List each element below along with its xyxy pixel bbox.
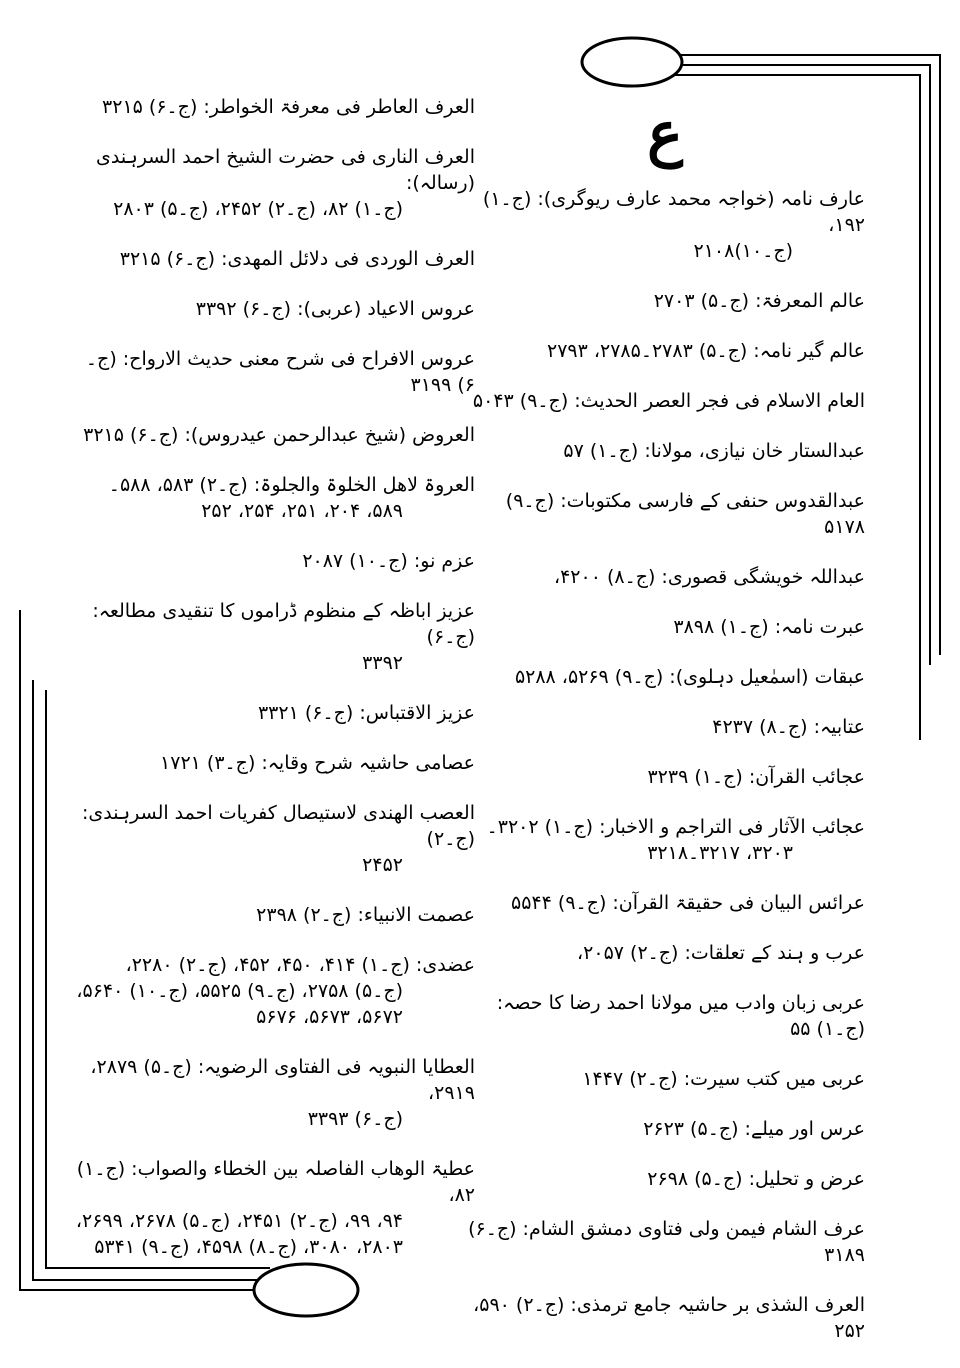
entry-title-line: عربی میں کتب سیرت: (ج۔۲) ۱۴۴۷ [582,1068,865,1090]
entry-continuation-line: ۲۸۰۳، ۳۰۸۰، (ج۔۸) ۴۵۹۸، (ج۔۹) ۵۳۴۱ [94,1236,403,1258]
entry-title-line: العام الاسلام فی فجر العصر الحدیث: (ج۔۹) ۵۰۴۳ [472,390,865,412]
entry-title-line: عرس اور میلے: (ج۔۵) ۲۶۲۳ [643,1118,865,1140]
index-entry [465,614,865,640]
entry-title-line: عتابیہ: (ج۔۸) ۴۲۳۷ [712,716,865,738]
index-entry [465,664,865,690]
entry-title-line: عصامی حاشیہ شرح وقایہ: (ج۔۳) ۱۷۲۱ [160,752,475,774]
entry-title-line: العرف الناری فی حضرت الشیخ احمد السرہندی (رسالہ): [95,146,475,194]
entry-continuation-line: ۳۲۰۳، ۳۲۱۷۔۳۲۱۸ [647,842,793,864]
index-entry [465,764,865,790]
entry-title-line: عزیز اباظہ کے منظوم ڈراموں کا تنقیدی مطالعہ: (ج۔۶) [92,600,475,648]
index-entry [75,472,475,524]
entry-title-line: عطیۃ الوھاب الفاصلہ بین الخطاء والصواب: (ج۔۱) ۸۲، [76,1158,475,1206]
index-entry [75,144,475,222]
top-oval-ornament [582,38,682,86]
index-entry [465,990,865,1042]
entry-continuation-line: (ج۔۶) ۳۳۹۳ [307,1108,403,1130]
index-entry [75,700,475,726]
entry-title-line: العروض (شیخ عبدالرحمن عیدروس): (ج۔۶) ۳۲۱۵ [83,424,475,446]
entry-title-line: عجائب الآثار فی التراجم و الاخبار: (ج۔۱) ۳۲۰۲۔ [486,816,865,838]
index-entry [465,1066,865,1092]
index-entry [465,814,865,866]
index-entry [75,296,475,322]
entry-title-line: عارف نامہ (خواجہ محمد عارف ریوگری): (ج۔۱) ۱۹۲، [482,188,865,236]
entry-title-line: عبرت نامہ: (ج۔۱) ۳۸۹۸ [673,616,865,638]
index-entry [75,598,475,676]
entry-continuation-line: ۲۴۵۲ [362,854,403,876]
entry-title-line: عبدالستار خان نیازی، مولانا: (ج۔۱) ۵۷ [563,440,865,462]
entry-title-line: عالم گیر نامہ: (ج۔۵) ۲۷۸۳۔۲۷۸۵، ۲۷۹۳ [546,340,865,362]
index-entry [75,246,475,272]
entry-title-line: عرض و تحلیل: (ج۔۵) ۲۶۹۸ [647,1168,865,1190]
entry-continuation-line: ۳۳۹۲ [362,652,403,674]
entry-title-line: عبداللہ خویشگی قصوری: (ج۔۸) ۴۲۰۰، [553,566,865,588]
index-entry [75,800,475,878]
index-entry [465,1216,865,1268]
entry-title-line: عروس الاعیاد (عربی): (ج۔۶) ۳۳۹۲ [195,298,475,320]
entry-title-line: عصمت الانبیاء: (ج۔۲) ۲۳۹۸ [256,904,475,926]
entry-continuation-line: ۵۸۹، ۲۰۴، ۲۵۱، ۲۵۴، ۲۵۲ [201,500,403,522]
index-entry [75,1156,475,1260]
index-entry [75,422,475,448]
entry-title-line: العصب الھندی لاستیصال کفریات احمد السرہندی: (ج۔۲) [82,802,475,850]
entry-continuation-line: (ج۔۱) ۸۲، (ج۔۲) ۲۴۵۲، (ج۔۵) ۲۸۰۳ [113,198,403,220]
entry-title-line: عرف الشام فیمن ولی فتاوی دمشق الشام: (ج۔۶) ۳۱۸۹ [468,1218,865,1266]
index-entry [465,1166,865,1192]
entry-title-line: العرف الوردی فی دلائل المھدی: (ج۔۶) ۳۲۱۵ [119,248,475,270]
index-entry [465,564,865,590]
entry-title-line: عبقات (اسمٰعیل دہلوی): (ج۔۹) ۵۲۶۹، ۵۲۸۸ [514,666,865,688]
index-entry [465,890,865,916]
index-entry [465,714,865,740]
index-column-left [75,94,475,1284]
index-entry [465,338,865,364]
entry-continuation-line: ۹۴، ۹۹، (ج۔۲) ۲۴۵۱، (ج۔۵) ۲۶۷۸، ۲۶۹۹، [75,1210,403,1232]
entry-title-line: عالم المعرفۃ: (ج۔۵) ۲۷۰۳ [653,290,865,312]
index-entry [75,902,475,928]
entry-title-line: العرف العاطر فی معرفۃ الخواطر: (ج۔۶) ۳۲۱۵ [102,96,475,118]
index-entry [465,388,865,414]
entry-title-line: عربی زبان وادب میں مولانا احمد رضا کا حصہ: (ج۔۱) ۵۵ [496,992,865,1040]
index-entry [465,438,865,464]
section-letter-heading: ع [647,99,683,169]
entry-title-line: عرائس البیان فی حقیقۃ القرآن: (ج۔۹) ۵۵۴۴ [511,892,865,914]
entry-continuation-line: ۵۶۷۲، ۵۶۷۳، ۵۶۷۶ [256,1006,403,1028]
entry-continuation-line: (ج۔۱۰)۲۱۰۸ [693,240,793,262]
index-entry [75,750,475,776]
entry-title-line: عبدالقدوس حنفی کے فارسی مکتوبات: (ج۔۹) ۵۱۷۸ [505,490,865,538]
entry-title-line: عجائب القرآن: (ج۔۱) ۳۲۳۹ [647,766,865,788]
entry-title-line: عضدی: (ج۔۱) ۴۱۴، ۴۵۰، ۴۵۲، (ج۔۲) ۲۲۸۰، [125,954,475,976]
entry-title-line: عرب و ہند کے تعلقات: (ج۔۲) ۲۰۵۷، [577,942,865,964]
index-entry [75,94,475,120]
index-entry [465,288,865,314]
index-entry [465,488,865,540]
index-entry [465,186,865,264]
index-entry [75,548,475,574]
index-entry [75,952,475,1030]
entry-title-line: عزیز الاقتباس: (ج۔۶) ۳۳۲۱ [257,702,475,724]
entry-continuation-line: (ج۔۵) ۲۷۵۸، (ج۔۹) ۵۵۲۵، (ج۔۱۰) ۵۶۴۰، [76,980,403,1002]
index-column-right [465,94,865,1368]
index-entry [75,1054,475,1132]
index-entry [465,940,865,966]
entry-title-line: العطایا النبویہ فی الفتاوی الرضویہ: (ج۔۵) ۲۸۷۹، ۲۹۱۹، [90,1056,475,1104]
entry-title-line: عزم نو: (ج۔۱۰) ۲۰۸۷ [302,550,475,572]
index-entry [465,1116,865,1142]
entry-title-line: العروۃ لاھل الخلوۃ والجلوۃ: (ج۔۲) ۵۸۳، ۵۸۸۔ [108,474,475,496]
index-entry [75,346,475,398]
entry-title-line: عروس الافراح فی شرح معنی حدیث الارواح: (ج۔۶) ۳۱۹۹ [85,348,475,396]
entry-title-line: العرف الشذی بر حاشیہ جامع ترمذی: (ج۔۲) ۵۹۰، ۲۵۲ [473,1294,865,1342]
index-entry [465,1292,865,1344]
